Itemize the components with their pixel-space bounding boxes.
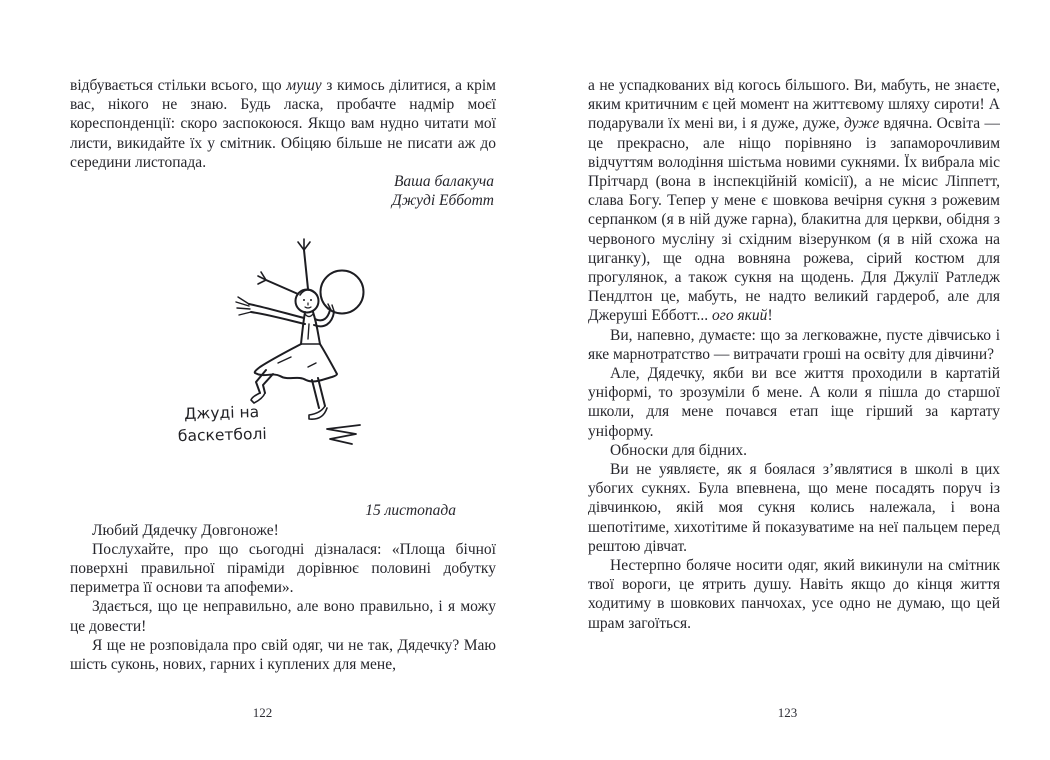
body-text: Послухайте, про що сьогодні дізналася: «Площа бічної поверхні правильної піраміди дорівнює половині добутку периметра її основи та апофеми». xyxy=(70,540,496,597)
emphasized-text: дуже xyxy=(843,115,880,133)
paragraph xyxy=(588,460,1000,556)
body-text: ! xyxy=(767,307,773,325)
page-left xyxy=(70,76,496,701)
illustration-caption-line1: Джуді на xyxy=(184,403,260,423)
paragraph xyxy=(588,441,1000,460)
body-text: Ви, напевно, думаєте: що за легковажне, пусте дівчисько і яке марнотратство — витрачати гроші на освіту для дівчини? xyxy=(588,326,1000,363)
page-number-left: 122 xyxy=(252,705,273,720)
page-right xyxy=(588,76,1000,701)
body-text: а не успадкованих від когось більшого. Ви, мабуть, не знаєте, яким критичним є цей момент на життєвому шляху сироти! А подарували їх мені ви, і я дуже, дуже, xyxy=(588,77,1000,133)
signature-line: Ваша балакуча xyxy=(393,173,494,191)
paragraph xyxy=(588,326,1000,364)
paragraph xyxy=(588,556,1000,633)
body-text: Ви не уявляєте, як я боялася з’являтися в школі в цих убогих сукнях. Була впевнена, що мене посадять поруч із дівчинкою, якій моя сукня колись належала, і вона шепотітиме, хихотітиме й показуватиме на неї пальцем перед рештою дівчат. xyxy=(588,461,1000,555)
paragraph xyxy=(70,597,496,635)
paragraph xyxy=(70,521,496,540)
paragraph xyxy=(588,364,1000,441)
emphasized-text: ого який xyxy=(712,307,768,325)
illustration-caption xyxy=(165,401,278,448)
paragraph xyxy=(70,540,496,598)
paragraph xyxy=(588,76,1000,326)
body-text: Нестерпно боляче носити одяг, який викинули на смітник твої вороги, це ятрить душу. Навіть якщо до кінця життя ходитиму в шовкових панчохах, усе одно не думаю, що цей шрам загоїться. xyxy=(588,557,1000,632)
body-text: з кимось ділитися, а крім вас, нікого не знаю. Будь ласка, пробачте надмір моєї кореспонденції: скоро заспокоюся. Якщо вам нудно читати мої листи, викидайте їх у смітник. Обіцяю більше не писати аж до середини листопада. xyxy=(70,77,496,171)
body-text: Але, Дядечку, якби ви все життя проходили в картатій уніформі, то зрозуміли б мене. А коли я пішла до старшої школи, для мене почався етап іще гірший за картату уніформу. xyxy=(588,365,1000,440)
letter-signature xyxy=(70,172,496,210)
paragraph xyxy=(70,636,496,674)
body-text: Здається, що це неправильно, але воно правильно, і я можу це довести! xyxy=(70,598,496,635)
letter-date: 15 листопада xyxy=(365,502,456,520)
body-text: відбувається стільки всього, що xyxy=(70,77,287,94)
body-text: Любий Дядечку Довгоноже! xyxy=(92,521,279,539)
body-text: Я ще не розповідала про свій одяг, чи не так, Дядечку? Маю шість суконь, нових, гарних і куплених для мене, xyxy=(70,636,496,674)
body-text: Обноски для бідних. xyxy=(610,441,748,459)
signature-line: Джуді Ебботт xyxy=(391,192,494,210)
body-text: вдячна. Освіта — це прекрасно, але ніщо порівняно із запаморочливим відчуттям володіння шістьма новими сукнями. Їх вибрала міс Прітчард (вона в інспекційній комісії), а не місис Ліппетт, слава Богу. Тепер у мене є шовкова вечірня сукня з рожевим серпанком (я в ній дуже гарна), блакитна для церкви, обідня з червоного мусліну зі східним візерунком (я в ній схожа на циганку), ще одна вовняна рожева, сірий костюм для прогулянок, а також сукня на щодень. Для Джулії Ратледж Пендлтон це, мабуть, не надто великий гардероб, але для Джеруші Ебботт... xyxy=(588,115,1000,325)
emphasized-text: мушу xyxy=(286,77,322,94)
paragraph xyxy=(70,76,496,172)
page-number-right: 123 xyxy=(777,705,798,720)
illustration-caption-line2: баскетболі xyxy=(177,424,267,446)
